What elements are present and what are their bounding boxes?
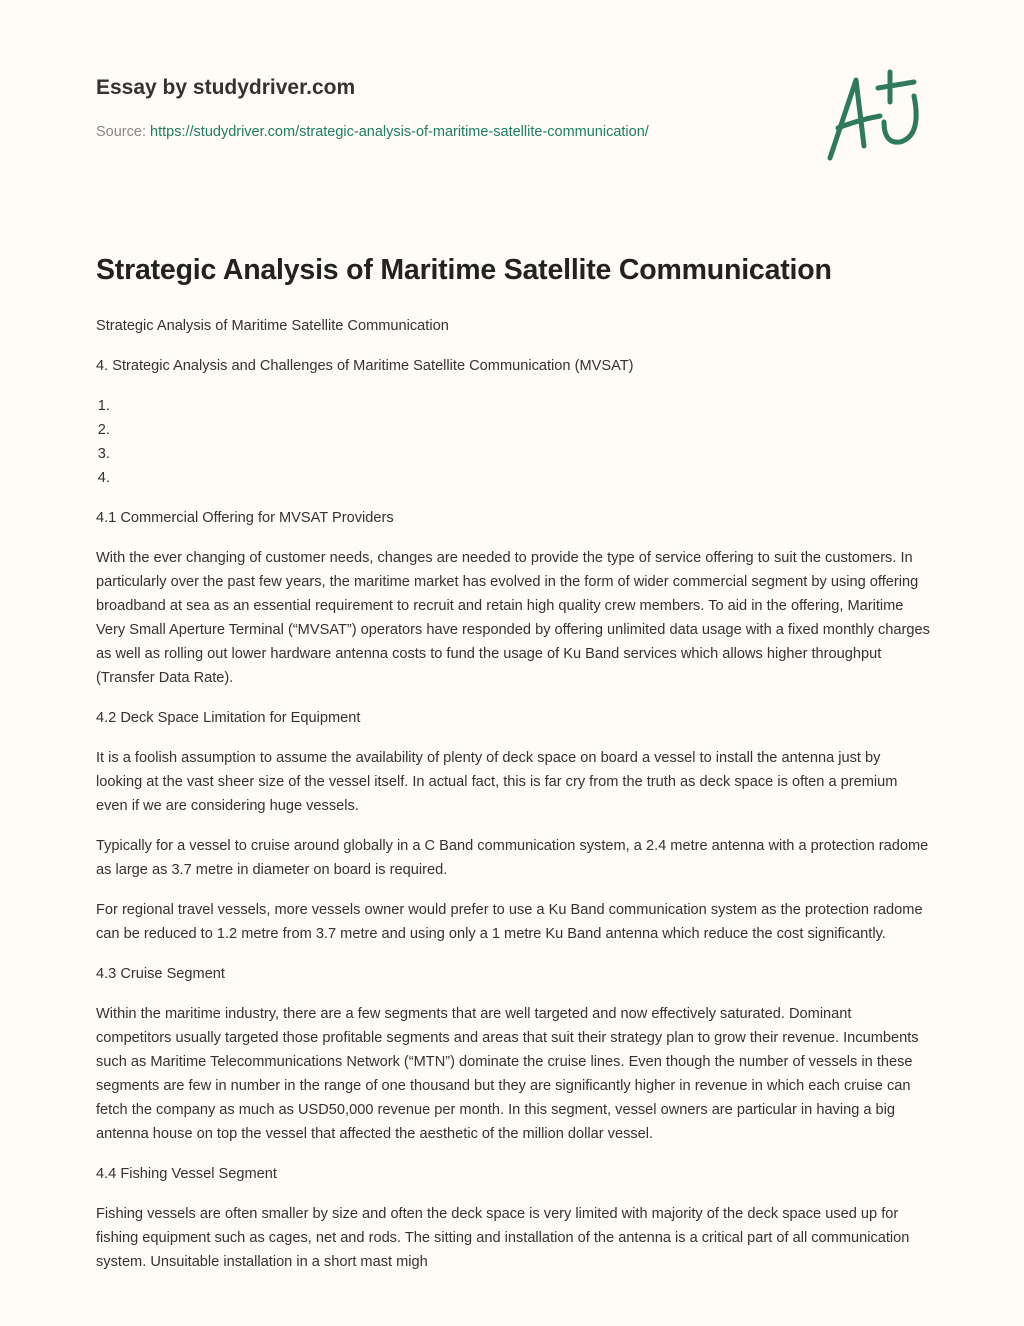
heading-4-4: 4.4 Fishing Vessel Segment bbox=[96, 1166, 277, 1182]
site-brand: Essay by studydriver.com bbox=[96, 76, 356, 99]
source-line bbox=[96, 124, 649, 140]
empty-list bbox=[96, 394, 930, 490]
list-item bbox=[114, 394, 930, 418]
source-label: Source: bbox=[96, 124, 146, 140]
list-item bbox=[114, 418, 930, 442]
a-plus-logo bbox=[818, 66, 928, 166]
list-item bbox=[114, 466, 930, 490]
heading-4-1: 4.1 Commercial Offering for MVSAT Providers bbox=[96, 510, 394, 526]
paragraph: For regional travel vessels, more vessels owner would prefer to use a Ku Band communication system as the protection radome can be reduced to 1.2 metre from 3.7 metre and using only a 1 metre Ku Band antenna which reduce the cost significantly. bbox=[96, 902, 923, 942]
essay-subtitle: Strategic Analysis of Maritime Satellite Communication bbox=[96, 318, 449, 334]
essay-body bbox=[96, 314, 930, 1290]
paragraph: With the ever changing of customer needs, changes are needed to provide the type of service offering to suit the customers. In particularly over the past few years, the maritime market has evolved in the form of wider commercial segment by using offering broadband at sea as an essential requirement to recruit and retain high quality crew members. To aid in the offering, Maritime Very Small Aperture Terminal (“MVSAT”) operators have responded by offering unlimited data usage with a fixed monthly charges as well as rolling out lower hardware antenna costs to fund the usage of Ku Band services which allows higher throughput (Transfer Data Rate). bbox=[96, 550, 930, 686]
page-title: Strategic Analysis of Maritime Satellite Communication bbox=[96, 254, 832, 286]
paragraph: Typically for a vessel to cruise around globally in a C Band communication system, a 2.4 metre antenna with a protection radome as large as 3.7 metre in diameter on board is required. bbox=[96, 838, 929, 878]
paragraph: Within the maritime industry, there are a few segments that are well targeted and now effectively saturated. Dominant competitors usually targeted those profitable segments and areas that suit their strategy plan to grow their revenue. Incumbents such as Maritime Telecommunications Network (“MTN”) dominate the cruise lines. Even though the number of vessels in these segments are few in number in the range of one thousand but they are significantly higher in revenue in which each cruise can fetch the company as much as USD50,000 revenue per month. In this segment, vessel owners are particular in having a big antenna house on top the vessel that affected the aesthetic of the million dollar vessel. bbox=[96, 1006, 919, 1142]
list-item bbox=[114, 442, 930, 466]
paragraph: Fishing vessels are often smaller by size and often the deck space is very limited with majority of the deck space used up for fishing equipment such as cages, net and rods. The sitting and installation of the antenna is a critical part of all communication system. Unsuitable installation in a short mast migh bbox=[96, 1206, 910, 1270]
section-heading: 4. Strategic Analysis and Challenges of Maritime Satellite Communication (MVSAT) bbox=[96, 358, 634, 374]
paragraph: It is a foolish assumption to assume the availability of plenty of deck space on board a vessel to install the antenna just by looking at the vast sheer size of the vessel itself. In actual fact, this is far cry from the truth as deck space is often a premium even if we are considering huge vessels. bbox=[96, 750, 898, 814]
heading-4-3: 4.3 Cruise Segment bbox=[96, 966, 225, 982]
source-link[interactable]: https://studydriver.com/strategic-analysis-of-maritime-satellite-communication/ bbox=[150, 124, 649, 140]
heading-4-2: 4.2 Deck Space Limitation for Equipment bbox=[96, 710, 361, 726]
